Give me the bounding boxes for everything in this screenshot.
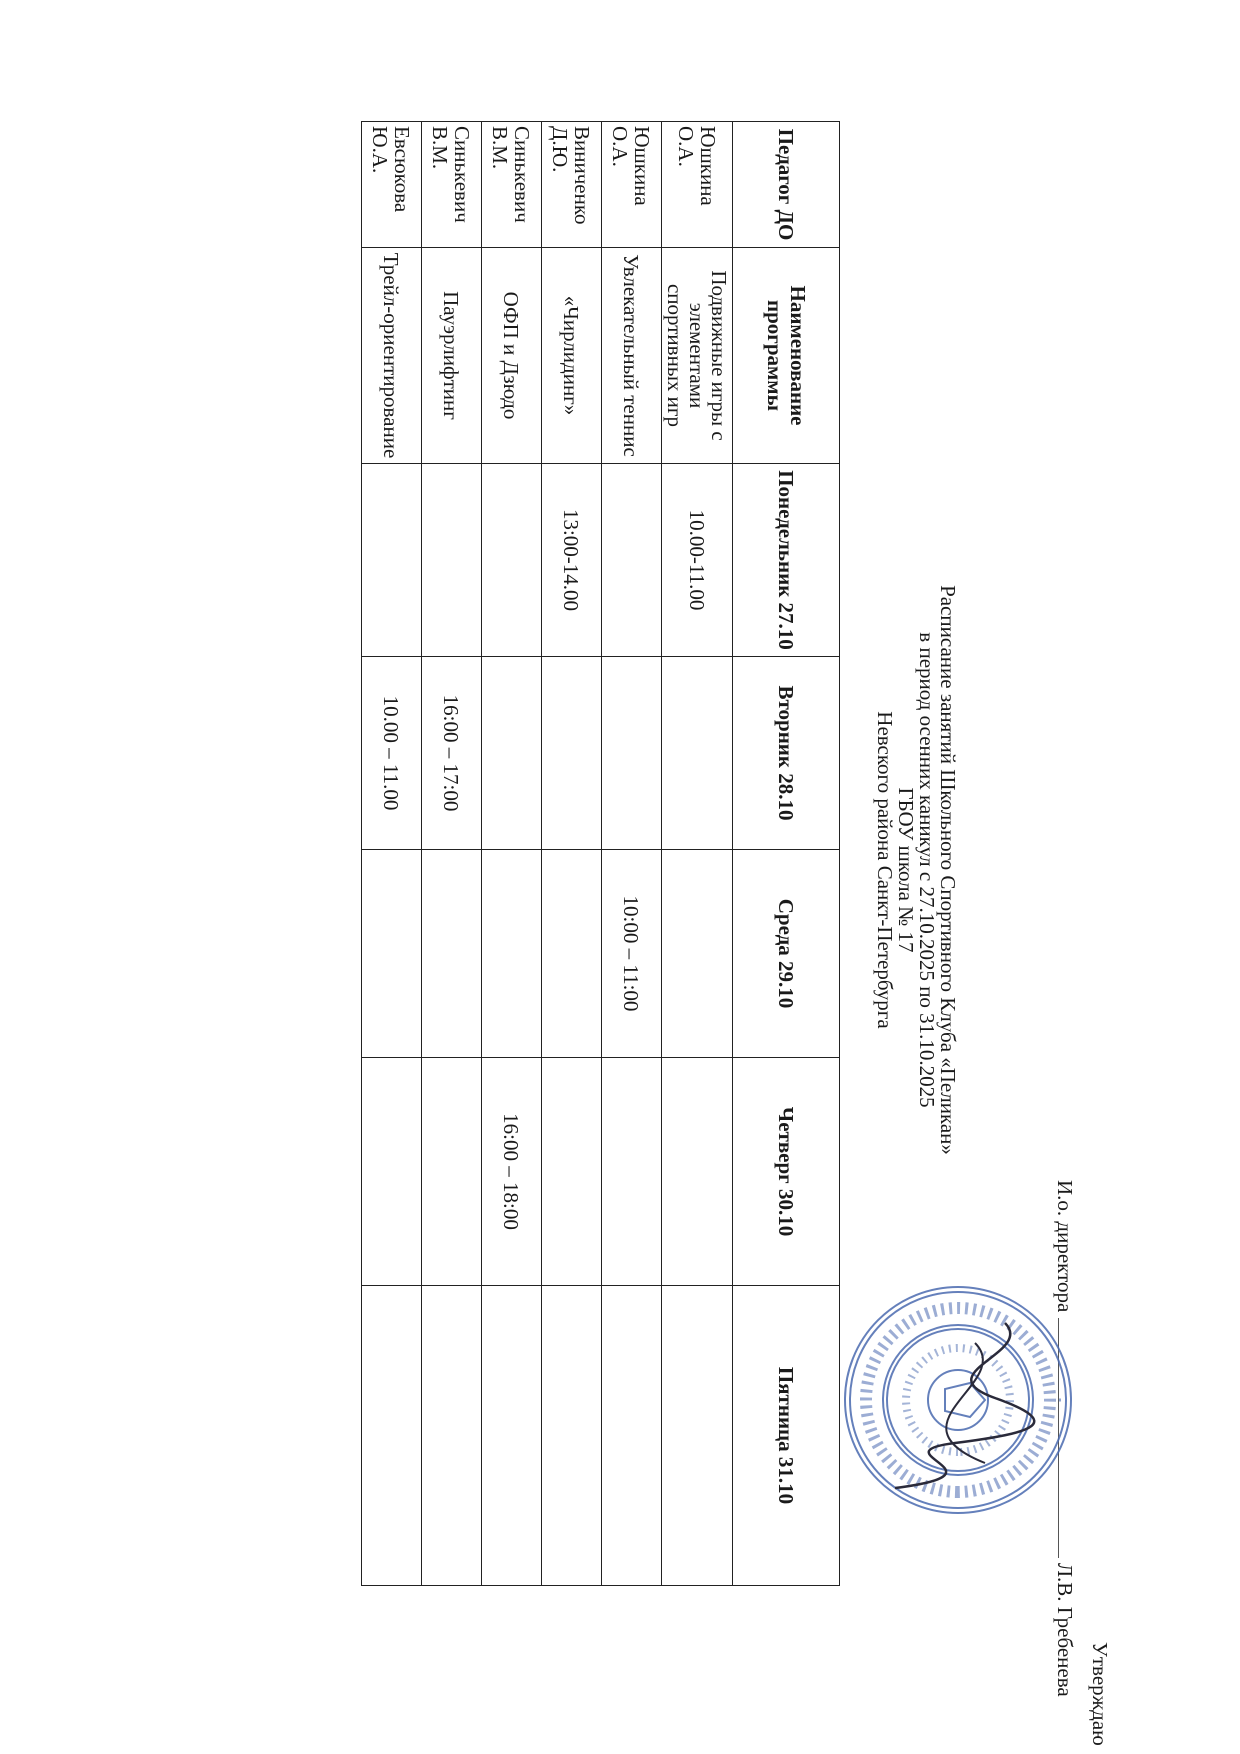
table-header-row — [733, 122, 840, 1586]
header-teacher: Педагог ДО — [733, 122, 840, 248]
approval-title: Утверждаю — [1088, 1642, 1112, 1746]
cell-teacher: Юшкина О.А. — [602, 122, 662, 248]
cell-thursday — [602, 1058, 662, 1286]
cell-wednesday — [422, 850, 482, 1058]
cell-wednesday: 10:00 – 11:00 — [602, 850, 662, 1058]
table-row — [662, 122, 733, 1586]
table-row — [482, 122, 542, 1586]
cell-monday — [482, 464, 542, 657]
cell-teacher: Синькевич В.М. — [482, 122, 542, 248]
title-line-1: Расписание занятий Школьного Спортивного Клуба «Пеликан» — [936, 585, 960, 1155]
approval-name: Л.В. Гребенева — [1053, 1562, 1077, 1697]
table-row — [422, 122, 482, 1586]
cell-friday — [542, 1286, 602, 1586]
table-row — [542, 122, 602, 1586]
cell-tuesday — [482, 657, 542, 850]
header-wednesday: Среда 29.10 — [733, 850, 840, 1058]
cell-program: Пауэрлифтинг — [422, 248, 482, 464]
title-line-3: ГБОУ школа № 17 — [894, 787, 918, 953]
header-thursday: Четверг 30.10 — [733, 1058, 840, 1286]
approval-position: И.о. директора — [1053, 1180, 1077, 1313]
cell-program: ОФП и Дзюдо — [482, 248, 542, 464]
cell-tuesday — [542, 657, 602, 850]
document-title-block — [874, 260, 958, 1480]
header-program: Наименование программы — [733, 248, 840, 464]
cell-teacher: Синькевич В.М. — [422, 122, 482, 248]
cell-monday — [602, 464, 662, 657]
cell-tuesday — [602, 657, 662, 850]
cell-wednesday — [482, 850, 542, 1058]
cell-thursday — [422, 1058, 482, 1286]
cell-friday — [362, 1286, 422, 1586]
cell-friday — [662, 1286, 733, 1586]
cell-friday — [482, 1286, 542, 1586]
cell-tuesday: 16:00 – 17:00 — [422, 657, 482, 850]
cell-program: Увлекательный теннис — [602, 248, 662, 464]
cell-thursday — [362, 1058, 422, 1286]
cell-thursday: 16:00 – 18:00 — [482, 1058, 542, 1286]
header-friday: Пятница 31.10 — [733, 1286, 840, 1586]
cell-tuesday — [662, 657, 733, 850]
title-line-2: в период осенних каникул с 27.10.2025 по 31.10.2025 — [915, 632, 939, 1108]
table-row — [362, 122, 422, 1586]
header-tuesday: Вторник 28.10 — [733, 657, 840, 850]
cell-friday — [422, 1286, 482, 1586]
cell-teacher: Евсюкова Ю.А. — [362, 122, 422, 248]
cell-wednesday — [542, 850, 602, 1058]
cell-friday — [602, 1286, 662, 1586]
cell-teacher: Юшкина О.А. — [662, 122, 733, 248]
cell-teacher: Виниченко Д.Ю. — [542, 122, 602, 248]
cell-monday: 10.00-11.00 — [662, 464, 733, 657]
cell-thursday — [542, 1058, 602, 1286]
cell-thursday — [662, 1058, 733, 1286]
cell-monday — [422, 464, 482, 657]
cell-program: «Чирлидинг» — [542, 248, 602, 464]
cell-monday: 13:00-14.00 — [542, 464, 602, 657]
header-monday: Понедельник 27.10 — [733, 464, 840, 657]
cell-program: Трейл-ориентирование — [362, 248, 422, 464]
title-line-4: Невского района Санкт-Петербурга — [873, 711, 897, 1029]
cell-wednesday — [362, 850, 422, 1058]
cell-tuesday: 10.00 – 11.00 — [362, 657, 422, 850]
cell-program: Подвижные игры с элементами спортивных игр — [662, 248, 733, 464]
schedule-table — [361, 121, 840, 1586]
cell-monday — [362, 464, 422, 657]
table-row — [602, 122, 662, 1586]
cell-wednesday — [662, 850, 733, 1058]
